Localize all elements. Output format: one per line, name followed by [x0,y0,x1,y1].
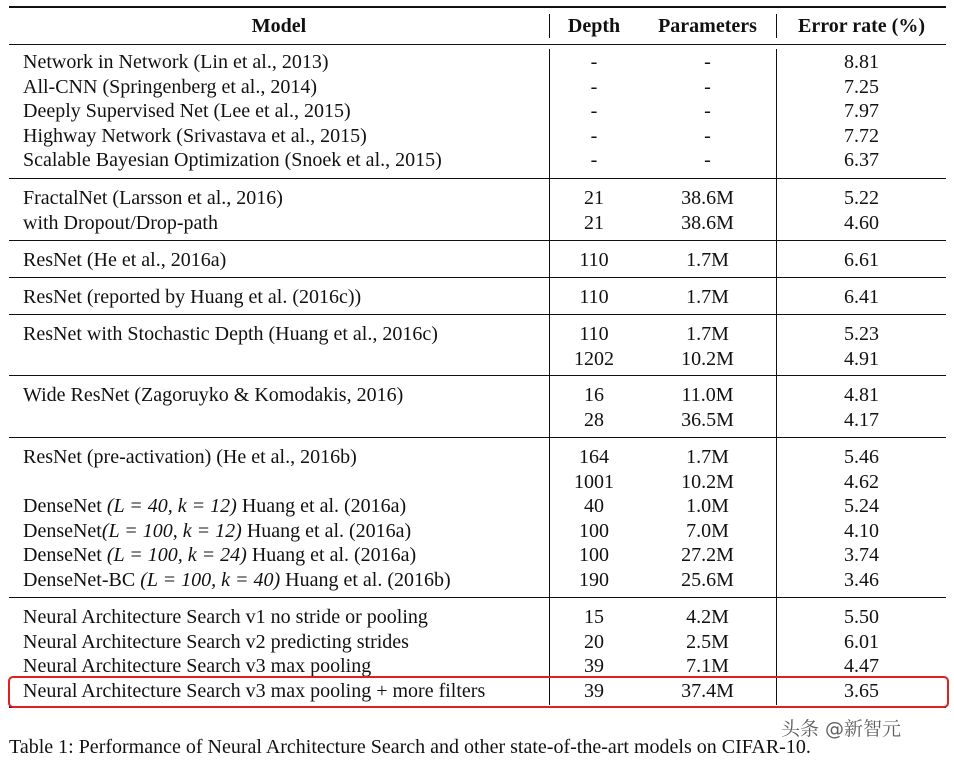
parameters-cell: 1.7M [686,286,729,308]
error-rate-cell: 4.91 [844,347,879,370]
parameters-cell: 36.5M [681,408,734,431]
table-caption: Table 1: Performance of Neural Architecture Search and other state-of-the-art models on CIFAR-10. [9,736,811,758]
depth-cell: 39 [584,655,604,678]
model-citation: Huang et al. (2016a) [236,495,407,518]
parameters-cell: - [704,100,711,123]
error-rate-cell: 4.47 [844,655,879,678]
parameters-cell: 1.7M [686,249,729,271]
parameters-cell: 7.1M [686,655,729,678]
error-rate-cell: 8.81 [844,51,879,73]
error-rate-cell: 3.46 [844,569,879,591]
depth-cell: - [590,100,598,123]
model-hyperparams: (L = 40, k = 12) [101,495,237,518]
group-rule [9,277,946,278]
depth-cell: 21 [584,211,604,234]
header-model: Model [251,15,307,37]
error-rate-cell: 4.60 [844,211,879,234]
group-rule [9,597,946,598]
parameters-cell: 1.7M [686,446,729,468]
model-cell: Neural Architecture Search v3 max pooling [23,655,372,678]
parameters-cell: - [704,149,711,172]
depth-cell: 16 [584,384,604,406]
error-rate-cell: 5.50 [844,606,879,628]
depth-cell: 21 [584,187,604,209]
error-rate-cell: 6.01 [844,630,879,653]
error-rate-cell: 6.37 [844,149,879,172]
depth-cell: 15 [584,606,604,628]
model-cell: ResNet with Stochastic Depth (Huang et al., 2016c) [23,323,438,345]
error-rate-cell: 4.62 [844,470,879,493]
parameters-cell: 38.6M [681,211,734,234]
error-rate-cell: 4.10 [844,519,879,542]
column-divider [776,14,777,38]
depth-cell: - [590,124,598,147]
model-cell: ResNet (He et al., 2016a) [23,249,227,271]
depth-cell: 100 [579,519,609,542]
depth-cell: 40 [584,495,604,518]
watermark: 头条 @新智元 [781,718,902,740]
parameters-cell: - [704,124,711,147]
model-cell: Wide ResNet (Zagoruyko & Komodakis, 2016) [23,384,404,406]
model-cell: ResNet (pre-activation) (He et al., 2016b) [23,446,357,468]
parameters-cell: 25.6M [681,569,734,591]
depth-cell: 110 [579,323,609,345]
column-divider [776,49,777,705]
header-parameters: Parameters [658,15,757,37]
error-rate-cell: 6.61 [844,249,879,271]
model-cell: Neural Architecture Search v3 max pooling + more filters [23,679,486,702]
table-header-rule [9,44,946,45]
depth-cell: 28 [584,408,604,431]
model-hyperparams: (L = 100, k = 12) [101,519,242,542]
error-rate-cell: 4.17 [844,408,879,431]
parameters-cell: 38.6M [681,187,734,209]
model-hyperparams: (L = 100, k = 24) [101,544,247,567]
depth-cell: - [590,149,598,172]
model-name: DenseNet [23,519,102,542]
parameters-cell: 11.0M [681,384,734,406]
error-rate-cell: 5.24 [844,495,879,518]
parameters-cell: - [704,51,711,73]
model-cell: ResNet (reported by Huang et al. (2016c)) [23,286,362,308]
error-rate-cell: 7.72 [844,124,879,147]
depth-cell: 1202 [574,347,614,370]
header-depth: Depth [567,15,621,37]
depth-cell: 1001 [574,470,614,493]
group-rule [9,178,946,179]
depth-cell: 100 [579,544,609,567]
model-name: DenseNet [23,495,102,518]
group-rule [9,375,946,376]
model-cell [23,494,406,518]
parameters-cell: 7.0M [686,519,729,542]
model-name: DenseNet-BC [23,569,136,591]
depth-cell: - [590,75,598,98]
parameters-cell: 37.4M [681,679,734,702]
error-rate-cell: 7.25 [844,75,879,98]
error-rate-cell: 5.22 [844,187,879,209]
model-citation: Huang et al. (2016a) [246,544,417,567]
header-error-rate: Error rate (%) [798,15,925,37]
model-cell: Neural Architecture Search v2 predicting strides [23,630,409,653]
parameters-cell: 10.2M [681,347,734,370]
parameters-cell: - [704,75,711,98]
depth-cell: 110 [579,249,609,271]
error-rate-cell: 3.74 [844,544,879,567]
model-citation: Huang et al. (2016a) [241,519,412,542]
parameters-cell: 4.2M [686,606,729,628]
model-cell [23,519,411,543]
error-rate-cell: 3.65 [844,679,879,702]
parameters-cell: 27.2M [681,544,734,567]
error-rate-cell: 4.81 [844,384,879,406]
depth-cell: 164 [579,446,609,468]
error-rate-cell: 7.97 [844,100,879,123]
group-rule [9,437,946,438]
depth-cell: 20 [584,630,604,653]
model-cell: All-CNN (Springenberg et al., 2014) [23,75,318,98]
model-cell: with Dropout/Drop-path [23,211,218,234]
group-rule [9,314,946,315]
parameters-cell: 2.5M [686,630,729,653]
model-cell: Network in Network (Lin et al., 2013) [23,51,329,73]
model-cell [23,543,416,567]
error-rate-cell: 6.41 [844,286,879,308]
model-cell: Highway Network (Srivastava et al., 2015) [23,124,367,147]
model-name: DenseNet [23,544,102,567]
model-hyperparams: (L = 100, k = 40) [135,569,281,591]
model-citation: Huang et al. (2016b) [280,569,451,591]
model-cell: Deeply Supervised Net (Lee et al., 2015) [23,100,351,123]
model-cell [23,568,451,592]
depth-cell: 39 [584,679,604,702]
error-rate-cell: 5.46 [844,446,879,468]
model-cell: Neural Architecture Search v1 no stride or pooling [23,606,428,628]
highlight-box [8,676,949,708]
parameters-cell: 10.2M [681,470,734,493]
parameters-cell: 1.0M [686,495,729,518]
depth-cell: 110 [579,286,609,308]
depth-cell: - [590,51,598,73]
error-rate-cell: 5.23 [844,323,879,345]
column-divider [549,49,550,705]
model-cell: FractalNet (Larsson et al., 2016) [23,187,283,209]
table-top-rule [9,6,946,8]
parameters-cell: 1.7M [686,323,729,345]
column-divider [549,14,550,38]
model-cell: Scalable Bayesian Optimization (Snoek et al., 2015) [23,149,442,172]
depth-cell: 190 [579,569,609,591]
group-rule [9,240,946,241]
